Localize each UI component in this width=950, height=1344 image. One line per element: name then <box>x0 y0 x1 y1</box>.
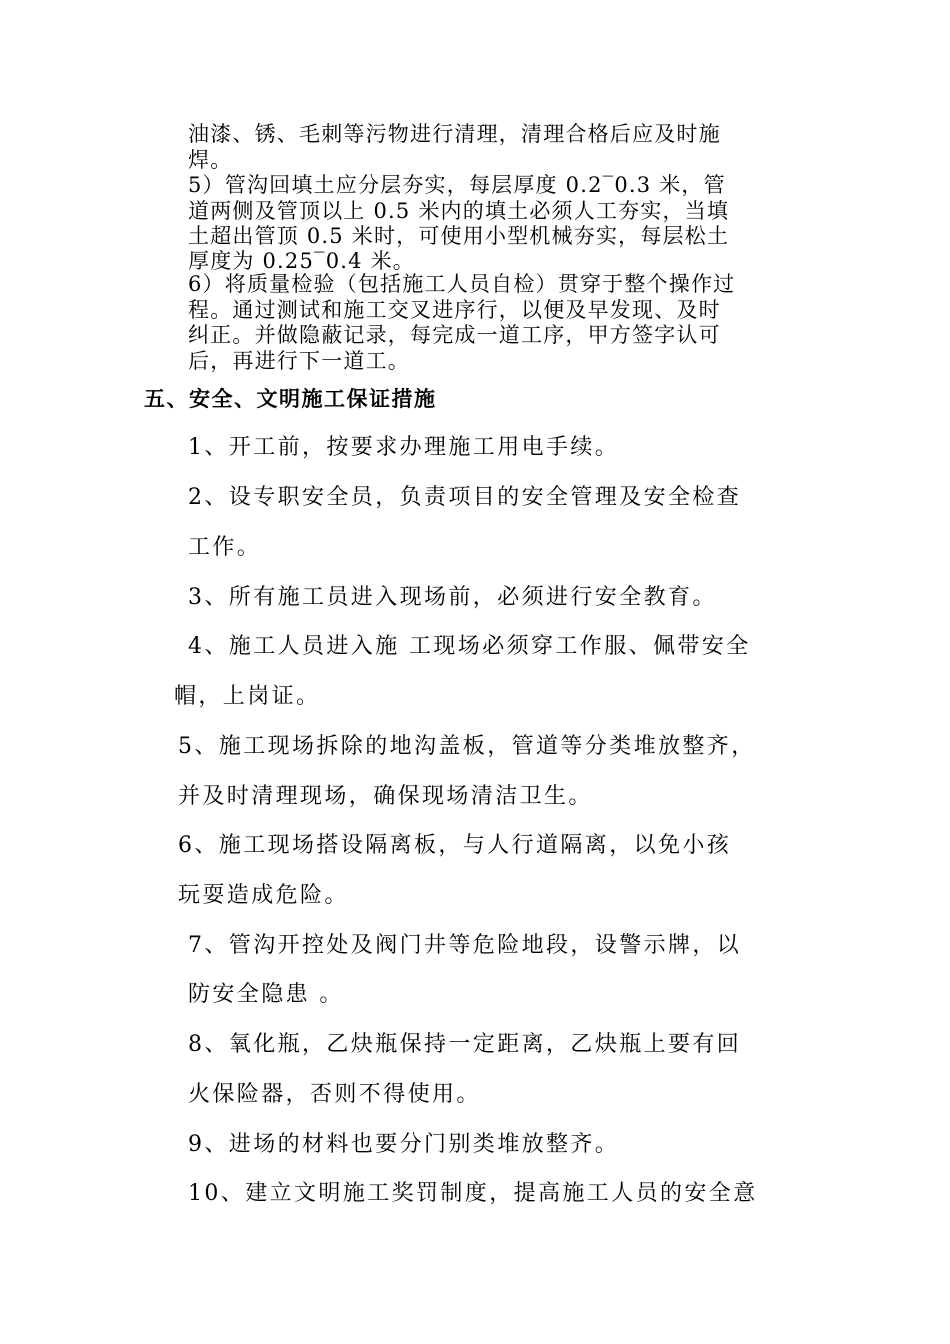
measure-line: 玩耍造成危险。 <box>178 883 349 908</box>
measure-line: 6、施工现场搭设隔离板，与人行道隔离，以免小孩 <box>178 833 732 858</box>
measure-line: 10、建立文明施工奖罚制度，提高施工人员的安全意 <box>188 1181 758 1206</box>
measure-line: 1、开工前，按要求办理施工用电手续。 <box>188 435 620 460</box>
measure-line: 8、氧化瓶，乙炔瓶保持一定距离，乙炔瓶上要有回 <box>188 1032 742 1057</box>
measure-line: 防安全隐患 。 <box>188 982 344 1007</box>
item-6-line: 纠正。并做隐蔽记录，每完成一道工序，甲方签字认可 <box>188 323 721 347</box>
item-6-line: 6）将质量检验（包括施工人员自检）贯穿于整个操作过 <box>188 272 736 296</box>
measure-line: 9、进场的材料也要分门别类堆放整齐。 <box>188 1132 620 1157</box>
measure-line: 帽，上岗证。 <box>174 684 321 709</box>
measure-line: 并及时清理现场，确保现场清洁卫生。 <box>178 784 593 809</box>
item-6-line: 程。通过测试和施工交叉进序行，以便及早发现、及时 <box>188 298 721 322</box>
paragraph-line: 油漆、锈、毛刺等污物进行清理，清理合格后应及时施 <box>188 122 721 146</box>
measure-line: 7、管沟开控处及阀门井等危险地段，设警示牌，以 <box>188 933 742 958</box>
item-5-line: 道两侧及管顶以上 0.5 米内的填土必须人工夯实，当填 <box>188 199 730 223</box>
measure-line: 3、所有施工员进入现场前，必须进行安全教育。 <box>188 585 717 610</box>
item-5-line: 5）管沟回填土应分层夯实，每层厚度 0.2‾0.3 米，管 <box>188 173 726 197</box>
measure-line: 火保险器，否则不得使用。 <box>188 1082 481 1107</box>
measure-line: 工作。 <box>188 535 262 560</box>
measure-line: 4、施工人员进入施 工现场必须穿工作服、佩带安全 <box>188 634 751 659</box>
measure-line: 2、设专职安全员，负责项目的安全管理及安全检查 <box>188 485 742 510</box>
item-5-line: 土超出管顶 0.5 米时，可使用小型机械夯实，每层松土 <box>188 224 730 248</box>
item-5-line: 厚度为 0.25‾0.4 米。 <box>188 249 416 273</box>
item-6-line: 后，再进行下一道工。 <box>188 349 410 373</box>
paragraph-line: 焊。 <box>188 148 233 172</box>
measure-line: 5、施工现场拆除的地沟盖板，管道等分类堆放整齐， <box>178 734 756 759</box>
section-heading: 五、安全、文明施工保证措施 <box>144 386 437 411</box>
